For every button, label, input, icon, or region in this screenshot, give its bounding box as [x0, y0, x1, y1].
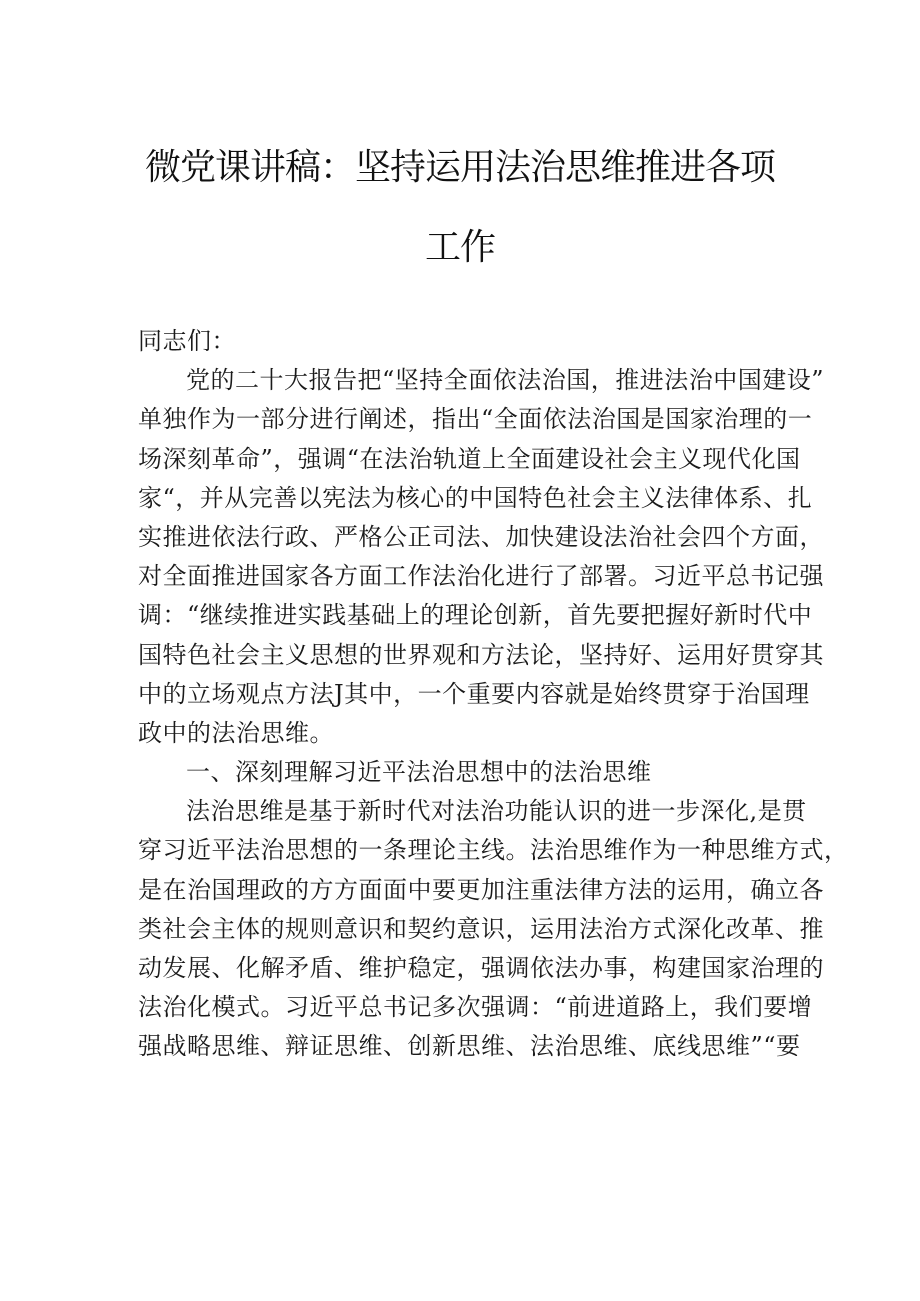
document-title-line-1: 微党课讲稿：坚持运用法治思维推进各项: [144, 147, 775, 188]
paragraph-line: 单独作为一部分进行阐述，指出“全面依法治国是国家治理的一: [138, 405, 813, 434]
paragraph-line: 党的二十大报告把“坚持全面依法治国，推进法治中国建设”: [186, 366, 825, 395]
paragraph-line: 政中的法治思维。: [138, 718, 334, 747]
paragraph-line: 家“，并从完善以宪法为核心的中国特色社会主义法律体系、扎: [138, 483, 813, 512]
paragraph-line: 中的立场观点方法J其中，一个重要内容就是始终贯穿于治国理: [138, 679, 810, 708]
salutation: 同志们：: [138, 327, 236, 355]
paragraph-line: 调：“继续推进实践基础上的理论创新，首先要把握好新时代中: [138, 601, 813, 630]
paragraph-line: 国特色社会主义思想的世界观和方法论，坚持好、运用好贯穿其: [138, 640, 824, 669]
paragraph-line: 强战略思维、辩证思维、创新思维、法治思维、底线思维”“要: [138, 1032, 801, 1061]
paragraph-line: 动发展、化解矛盾、维护稳定，强调依法办事，构建国家治理的: [138, 954, 824, 982]
paragraph-line: 法治化模式。习近平总书记多次强调：“前进道路上，我们要增: [138, 993, 813, 1022]
paragraph-1: [138, 361, 825, 753]
document-body: [138, 322, 849, 1067]
paragraph-2: [138, 792, 849, 1066]
paragraph-line: 法治思维是基于新时代对法治功能认识的进一步深化,是贯: [186, 797, 807, 826]
document-title-line-2: 工作: [424, 227, 495, 268]
section-heading-1: 一、深刻理解习近平法治思想中的法治思维: [186, 758, 652, 787]
paragraph-line: 是在治国理政的方方面面中要更加注重法律方法的运用，确立各: [138, 875, 824, 904]
paragraph-line: 对全面推进国家各方面工作法治化进行了部署。习近平总书记强: [138, 562, 824, 591]
paragraph-line: 场深刻革命”，强调“在法治轨道上全面建设社会主义现代化国: [138, 444, 801, 473]
paragraph-line: 实推进依法行政、严格公正司法、加快建设法治社会四个方面，: [138, 522, 824, 551]
paragraph-line: 类社会主体的规则意识和契约意识，运用法治方式深化改革、推: [138, 914, 824, 943]
paragraph-line: 穿习近平法治思想的一条理论主线。法治思维作为一种思维方式，: [138, 836, 849, 865]
